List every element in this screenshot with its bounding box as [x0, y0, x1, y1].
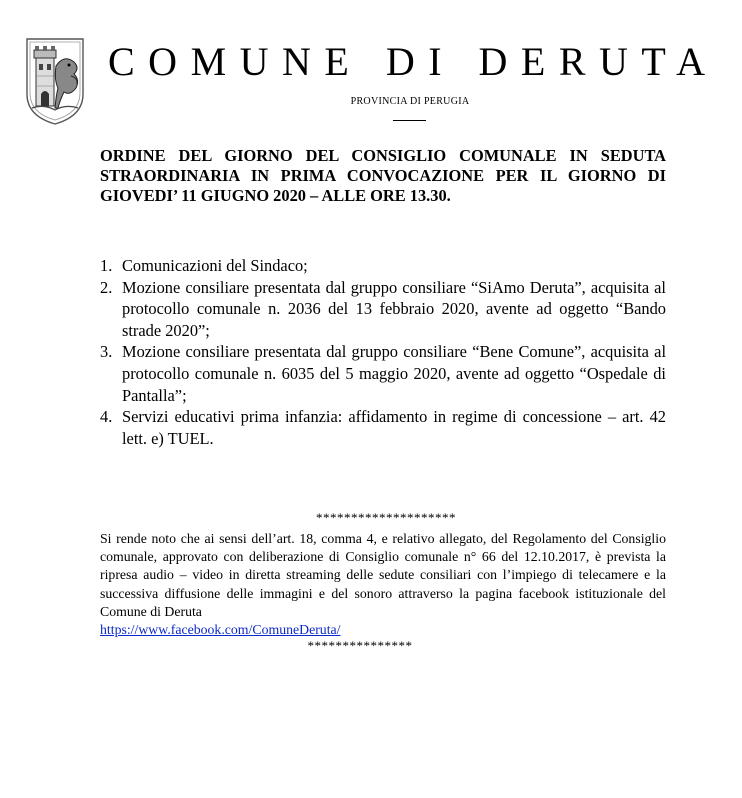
agenda-list: [100, 255, 666, 449]
list-item-text: Mozione consiliare presentata dal gruppo consiliare “Bene Comune”, acquisita al protocollo comunale n. 6035 del 5 maggio 2020, avente ad oggetto “Ospedale di Pantalla”;: [122, 342, 666, 405]
municipal-crest-icon: [24, 36, 86, 126]
list-item: [100, 406, 666, 449]
separator-stars-top: ********************: [316, 510, 456, 525]
list-item-text: Mozione consiliare presentata dal gruppo consiliare “SiAmo Deruta”, acquisita al protocollo comunale n. 2036 del 13 febbraio 2020, avente ad oggetto “Bando strade 2020”;: [122, 277, 666, 340]
list-item: [100, 341, 666, 406]
list-item-text: Comunicazioni del Sindaco;: [122, 256, 308, 275]
page-title: COMUNE DI DERUTA: [108, 39, 719, 84]
list-item-text: Servizi educativi prima infanzia: affidamento in regime di concessione – art. 42 lett. e) TUEL.: [122, 407, 666, 448]
title-divider: [393, 120, 426, 121]
notice-text: Si rende noto che ai sensi dell’art. 18, comma 4, e relativo allegato, del Regolamento del Consiglio comunale, approvato con deliberazione di Consiglio comunale n° 66 del 12.10.2017, è prevista la ripresa audio – video in diretta streaming delle sedute consiliari con l’impiego di telecamere e la successiva diffusione delle immagini e del sonoro attraverso la pagina facebook istituzionale del Comune di Deruta: [100, 531, 666, 619]
list-item-number: 2.: [100, 277, 113, 297]
separator-stars-bottom: ***************: [307, 638, 413, 653]
list-item: [100, 255, 666, 277]
list-item: [100, 277, 666, 342]
streaming-notice: [100, 530, 666, 639]
list-item-number: 3.: [100, 342, 113, 362]
list-item-number: 1.: [100, 256, 113, 275]
facebook-link[interactable]: https://www.facebook.com/ComuneDeruta/: [100, 622, 341, 638]
list-item-number: 4.: [100, 407, 113, 427]
province-subtitle: PROVINCIA DI PERUGIA: [350, 96, 470, 107]
agenda-heading: ORDINE DEL GIORNO DEL CONSIGLIO COMUNALE IN SEDUTA STRAORDINARIA IN PRIMA CONVOCAZIONE PER IL GIORNO DI GIOVEDI’ 11 GIUGNO 2020 – ALLE ORE 13.30.: [100, 146, 666, 205]
